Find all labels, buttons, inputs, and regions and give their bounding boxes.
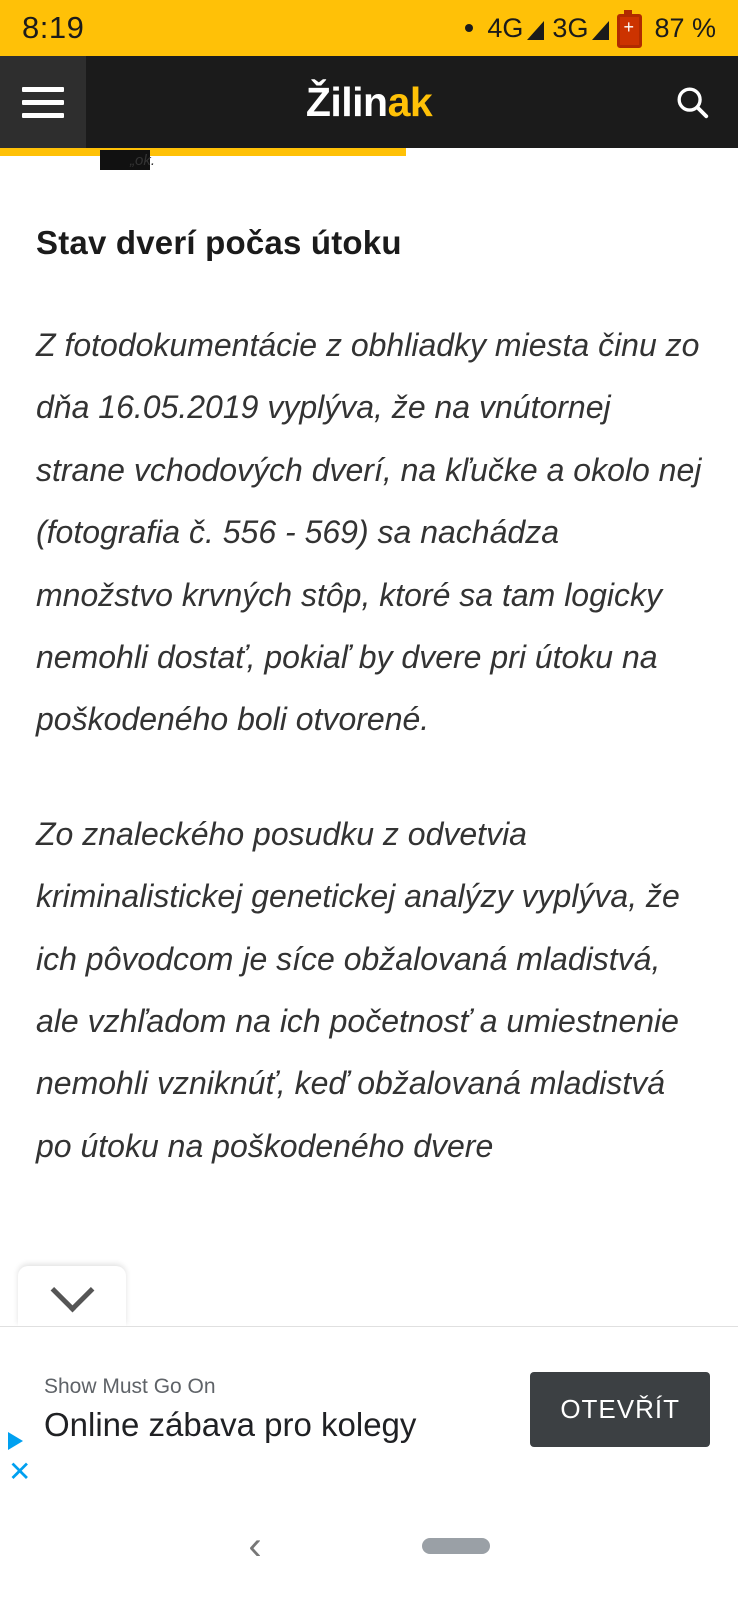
app-bar <box>0 56 738 148</box>
search-icon[interactable] <box>646 56 738 148</box>
network-4g <box>487 13 544 44</box>
home-pill-handle[interactable] <box>422 1538 490 1554</box>
system-nav-bar <box>0 1492 738 1600</box>
battery-percent-label: 87 % <box>654 12 716 43</box>
site-logo-part2: ak <box>387 78 433 125</box>
accent-underline <box>0 148 406 156</box>
back-chevron-icon[interactable]: ‹ <box>248 1524 262 1568</box>
dot-icon <box>465 24 473 32</box>
article-content <box>0 224 738 1177</box>
battery-charging-icon <box>617 14 642 48</box>
status-time: 8:19 <box>22 10 85 45</box>
ad-text-block <box>44 1375 530 1445</box>
article-paragraph-2: Zo znaleckého posudku z odvetvia kriminalistickej genetickej analýzy vyplýva, že ich pôvodcom je síce obžalovaná mladistvá, ale vzhľadom na ich početnosť a umiestnenie nemohli vzniknúť, keď obžalovaná mladistvá po útoku na poškodeného dvere <box>36 815 680 1164</box>
network-3g-label: 3G <box>552 12 589 43</box>
ad-cta-button[interactable]: OTEVŘÍT <box>530 1372 710 1447</box>
clipped-caption-area <box>0 152 738 178</box>
network-4g-label: 4G <box>487 12 524 43</box>
adchoices-icon[interactable] <box>8 1432 23 1450</box>
ad-collapse-button[interactable] <box>18 1266 126 1326</box>
clip-caption-text: „ok. <box>130 152 156 169</box>
article-section-heading: Stav dverí počas útoku <box>36 224 402 261</box>
ad-body[interactable] <box>0 1326 738 1492</box>
ad-advertiser-name: Show Must Go On <box>44 1374 216 1398</box>
signal-bars-icon-secondary <box>592 21 609 40</box>
article-paragraph-1: Z fotodokumentácie z obhliadky miesta činu zo dňa 16.05.2019 vyplýva, že na vnútornej strane vchodových dverí, na kľučke a okolo nej (fotografia č. 556 - 569) sa nachádza množstvo krvných stôp, ktoré sa tam logicky nemohli dostať, pokiaľ by dvere pri útoku na poškodeného boli otvorené. <box>36 327 702 738</box>
chevron-down-icon <box>50 1268 94 1312</box>
site-logo <box>0 79 738 126</box>
network-3g <box>552 13 609 44</box>
signal-bars-icon <box>527 21 544 40</box>
site-logo-part1: Žilin <box>305 78 388 125</box>
status-bar <box>0 0 738 56</box>
ad-headline: Online zábava pro kolegy <box>44 1405 417 1443</box>
close-icon[interactable]: ✕ <box>8 1456 32 1487</box>
advertisement <box>0 1266 738 1492</box>
hamburger-menu-icon[interactable] <box>0 56 86 148</box>
status-indicators <box>465 11 716 45</box>
